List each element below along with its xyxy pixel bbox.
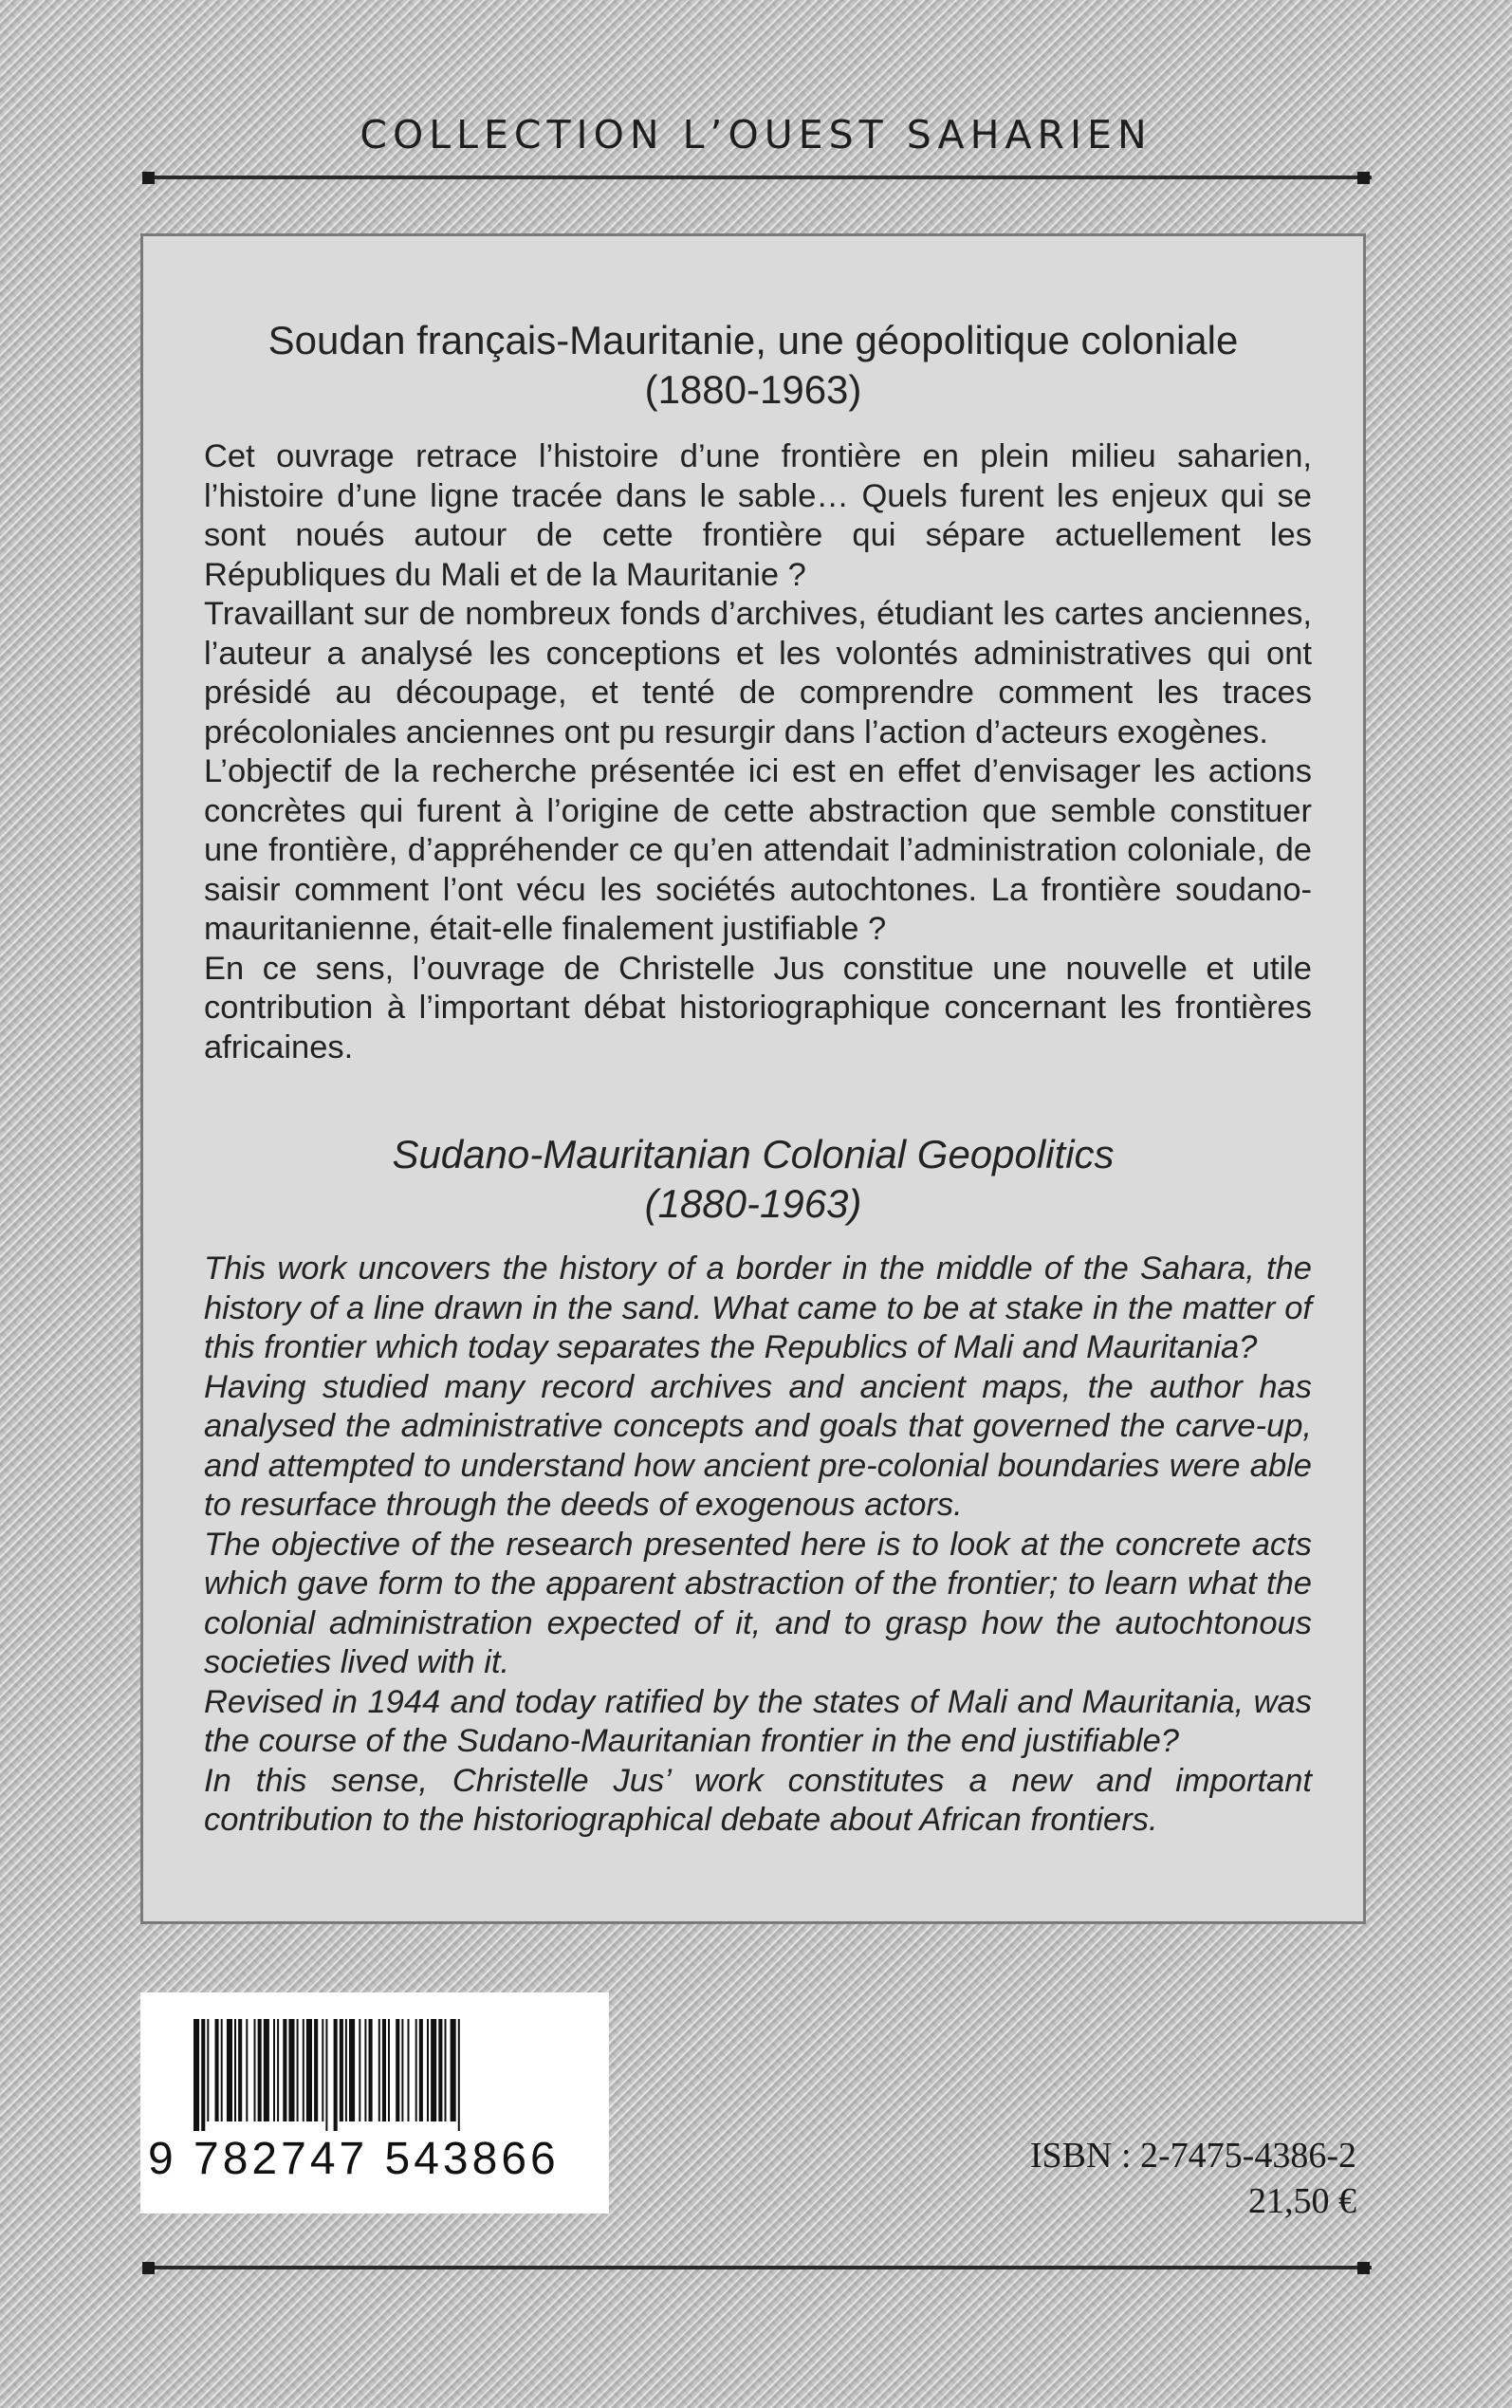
barcode-bar xyxy=(314,2019,318,2121)
french-title-line1: Soudan français-Mauritanie, une géopolitique coloniale xyxy=(267,318,1239,362)
barcode-bar xyxy=(297,2019,299,2121)
corner-square-bottom-right xyxy=(1357,2262,1370,2274)
french-title-line2: (1880-1963) xyxy=(644,367,862,412)
isbn: ISBN : 2-7475-4386-2 xyxy=(1029,2136,1356,2176)
french-paragraph: L’objectif de la recherche présentée ici est en effet d’envisager les actions concrètes qui furent à l’origine de cette abstraction que semble constituer une frontière, d’appréhender ce qu’en attendait l’administration coloniale, de saisir comment l’ont vécu les sociétés autochtones. La frontière soudano-mauritanienne, était-elle finalement justifiable ? xyxy=(204,753,1312,947)
corner-square-bottom-left xyxy=(142,2262,155,2274)
english-summary xyxy=(204,1250,1312,1841)
barcode-bar xyxy=(451,2019,456,2121)
barcode-bar xyxy=(427,2019,429,2121)
barcode-bar xyxy=(215,2019,219,2121)
barcode-bar xyxy=(359,2019,360,2121)
barcode-bar xyxy=(221,2019,223,2121)
barcode-bars xyxy=(194,2019,696,2133)
barcode-bar xyxy=(288,2019,294,2121)
barcode-bar xyxy=(306,2019,312,2121)
barcode-bar xyxy=(445,2019,447,2121)
isbn-price-block xyxy=(1030,2133,1356,2224)
english-title xyxy=(143,1130,1363,1229)
english-paragraph: The objective of the research presented here is to look at the concrete acts which gave form to the apparent abstraction of the frontier; to learn what the colonial administration expected of it, and to grasp how the autochtonous societies lived with it. xyxy=(204,1526,1312,1680)
barcode-bar xyxy=(334,2019,338,2131)
barcode-bar xyxy=(246,2019,248,2121)
barcode-bar xyxy=(458,2019,460,2131)
barcode xyxy=(140,1992,609,2214)
series-title: COLLECTION L’OUEST SAHARIEN xyxy=(360,112,1152,157)
barcode-bar xyxy=(303,2019,304,2121)
barcode-bar xyxy=(396,2019,399,2121)
barcode-bar xyxy=(273,2019,275,2121)
barcode-bar xyxy=(194,2019,199,2131)
barcode-bar xyxy=(258,2019,262,2121)
barcode-bar xyxy=(234,2019,236,2121)
english-paragraph: In this sense, Christelle Jus’ work constitutes a new and important contribution to the historiographical debate about African frontiers. xyxy=(204,1762,1312,1838)
english-title-line1: Sudano-Mauritanian Colonial Geopolitics xyxy=(392,1132,1115,1176)
bottom-rule xyxy=(142,2266,1372,2269)
barcode-bar xyxy=(388,2019,390,2121)
barcode-bar xyxy=(431,2019,436,2121)
barcode-bar xyxy=(364,2019,366,2121)
english-paragraph: Revised in 1944 and today ratified by the states of Mali and Mauritania, was the course of the Sudano-Mauritanian frontier in the end justifiable? xyxy=(204,1683,1312,1759)
corner-square-top-right xyxy=(1357,172,1370,184)
barcode-bar xyxy=(238,2019,242,2121)
summary-panel xyxy=(140,233,1366,1924)
french-summary xyxy=(204,437,1312,1067)
barcode-bar xyxy=(438,2019,442,2121)
french-paragraph: En ce sens, l’ouvrage de Christelle Jus constitue une nouvelle et utile contribution à l’important débat historiographique concernant les frontières africaines. xyxy=(204,950,1312,1065)
french-paragraph: Travaillant sur de nombreux fonds d’archives, étudiant les cartes anciennes, l’auteur a analysé les conceptions et les volontés administratives qui ont présidé au découpage, et tenté de comprendre comment les traces précoloniales anciennes ont pu resurgir dans l’action d’acteurs exogènes. xyxy=(204,596,1312,750)
barcode-bar xyxy=(264,2019,269,2121)
barcode-bar xyxy=(340,2019,343,2121)
french-title xyxy=(143,316,1363,415)
barcode-bar xyxy=(419,2019,423,2121)
barcode-bar xyxy=(283,2019,286,2121)
barcode-bar xyxy=(254,2019,256,2121)
barcode-digits: 9 782747 543866 xyxy=(148,2134,560,2184)
english-title-line2: (1880-1963) xyxy=(644,1181,862,1226)
barcode-bar xyxy=(415,2019,417,2121)
barcode-bar xyxy=(349,2019,355,2121)
english-paragraph: This work uncovers the history of a border in the middle of the Sahara, the history of a line drawn in the sand. What came to be at stake in the matter of this frontier which today separates the Republics of Mali and Mauritania? xyxy=(204,1250,1312,1365)
barcode-bar xyxy=(207,2019,209,2121)
barcode-bar xyxy=(201,2019,205,2131)
barcode-bar xyxy=(378,2019,380,2121)
barcode-bar xyxy=(382,2019,386,2121)
barcode-bar xyxy=(401,2019,403,2121)
barcode-bar xyxy=(227,2019,232,2121)
barcode-bar xyxy=(369,2019,373,2121)
barcode-bar xyxy=(408,2019,410,2121)
barcode-bar xyxy=(322,2019,323,2121)
barcode-bar xyxy=(277,2019,279,2121)
barcode-bar xyxy=(345,2019,347,2121)
english-paragraph: Having studied many record archives and ancient maps, the author has analysed the administrative concepts and goals that governed the carve-up, and attempted to understand how ancient pre-colonial boundaries were able to resurface through the deeds of exogenous actors. xyxy=(204,1368,1312,1523)
french-paragraph: Cet ouvrage retrace l’histoire d’une frontière en plein milieu saharien, l’histoire d’une ligne tracée dans le sable… Quels furent les enjeux qui se sont noués autour de cette frontière qui sépare actuellement les Républiques du Mali et de la Mauritanie ? xyxy=(204,438,1312,593)
price: 21,50 € xyxy=(1248,2181,1356,2221)
corner-square-top-left xyxy=(142,172,155,184)
top-rule xyxy=(142,176,1372,179)
barcode-bar xyxy=(325,2019,327,2131)
